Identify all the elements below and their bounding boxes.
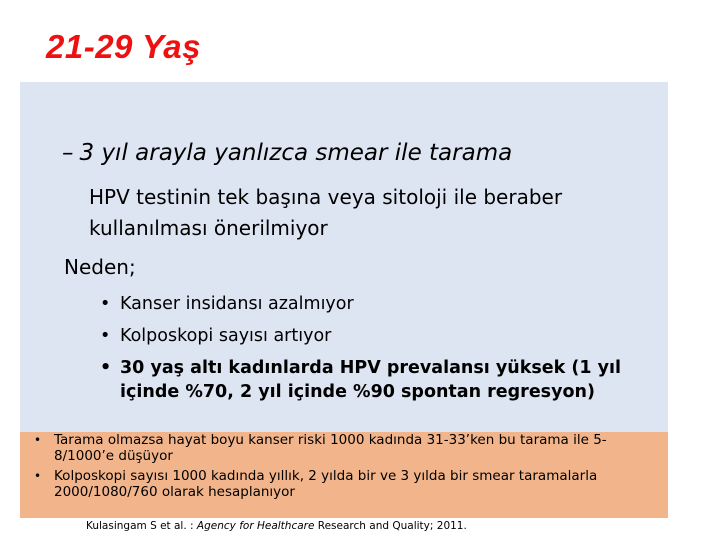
heading-dash: – xyxy=(62,140,74,166)
note-item xyxy=(34,432,664,464)
bullet-icon: • xyxy=(100,326,111,346)
reason-item xyxy=(100,292,640,316)
reason-item xyxy=(100,356,640,404)
main-heading xyxy=(62,140,512,166)
note-item xyxy=(34,468,664,500)
slide-title: 21-29 Yaş xyxy=(46,28,201,65)
neden-label: Neden; xyxy=(64,255,136,279)
bullet-icon: • xyxy=(34,433,42,447)
reason-item xyxy=(100,324,640,348)
reason-text: 30 yaş altı kadınlarda HPV prevalansı yüksek (1 yıl içinde %70, 2 yıl içinde %90 spontan regresyon) xyxy=(120,358,622,402)
reasons-list xyxy=(100,292,640,412)
bullet-icon: • xyxy=(34,469,42,483)
note-text: Kolposkopi sayısı 1000 kadında yıllık, 2 yılda bir ve 3 yılda bir smear taramalarla 2000/1080/760 olarak hesaplanıyor xyxy=(54,468,598,500)
note-text: Tarama olmazsa hayat boyu kanser riski 1000 kadında 31-33’ken bu tarama ile 5-8/1000’e düşüyor xyxy=(54,432,607,464)
notes-list xyxy=(34,432,664,504)
citation xyxy=(86,520,467,532)
bullet-icon: • xyxy=(100,358,112,378)
bullet-icon: • xyxy=(100,294,111,314)
citation-rest: Research and Quality; 2011. xyxy=(314,520,467,532)
citation-agency: Agency for Healthcare xyxy=(196,520,315,532)
citation-authors: Kulasingam S et al. : xyxy=(86,520,197,532)
reason-text: Kolposkopi sayısı artıyor xyxy=(120,326,332,346)
reason-text: Kanser insidansı azalmıyor xyxy=(120,294,354,314)
hpv-statement: HPV testinin tek başına veya sitoloji ile beraber kullanılması önerilmiyor xyxy=(89,185,563,240)
heading-text: 3 yıl arayla yanlızca smear ile tarama xyxy=(79,140,513,166)
